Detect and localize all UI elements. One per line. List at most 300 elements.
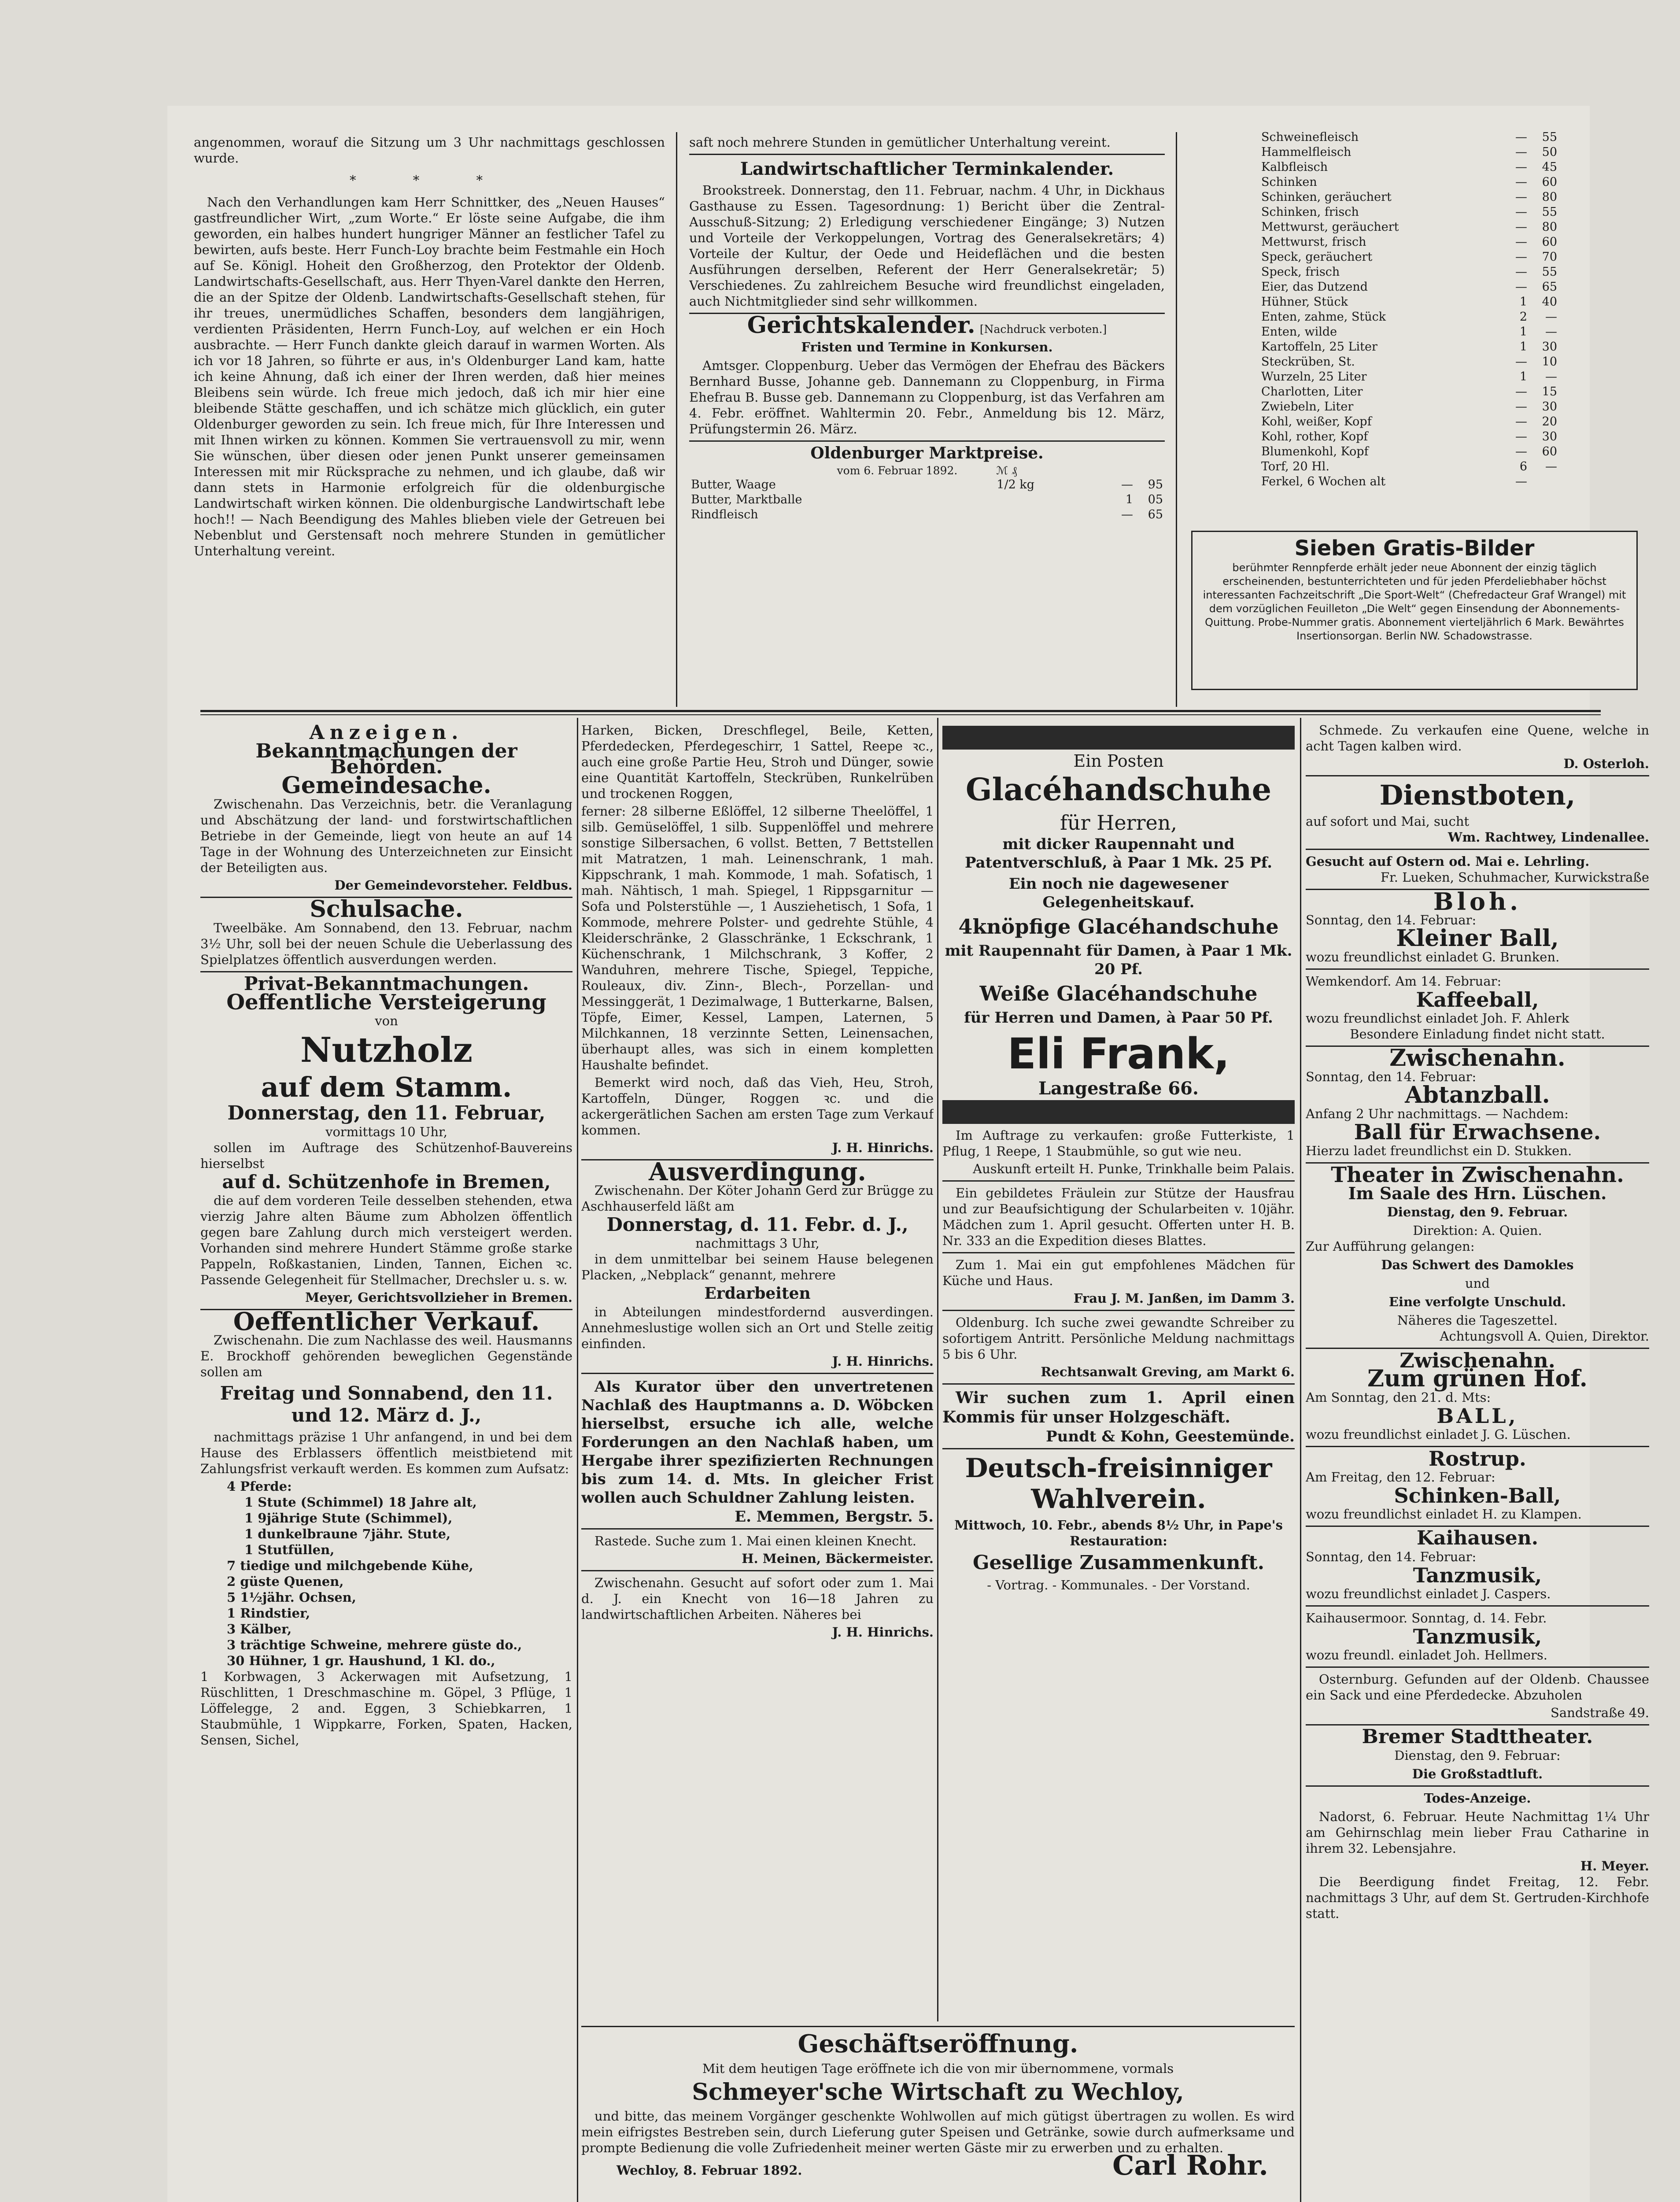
horizontal-rule — [200, 714, 1601, 715]
zettel-label: Näheres die Tageszettel. — [1397, 1313, 1558, 1328]
divider — [1306, 1605, 1649, 1607]
item-cell: Mettwurst, geräuchert — [1261, 220, 1399, 234]
gemeinde-sig: Der Gemeindevorsteher. Feldbus. — [334, 878, 572, 893]
eli-frank: Eli Frank, — [1007, 1029, 1230, 1079]
geschaeft-sig: Carl Rohr. — [1112, 2149, 1268, 2181]
pfennig-cell: 20 — [1542, 415, 1557, 429]
sieben-title: Sieben Gratis-Bilder — [1294, 536, 1535, 561]
verst-ort: auf d. Schützenhofe in Bremen, — [222, 1171, 551, 1193]
verkauf-title: Oeffentlicher Verkauf. — [233, 1307, 540, 1336]
list-item: 1 Rindstier, — [227, 1606, 310, 1621]
mark-cell: — — [1515, 235, 1527, 249]
schinken-title: Schinken-Ball, — [1394, 1484, 1561, 1507]
pfennig-cell: 05 — [1148, 493, 1163, 506]
item-cell: Schinken — [1261, 175, 1317, 189]
tanz2-title: Tanzmusik, — [1413, 1625, 1542, 1648]
sport-welt-ad — [1191, 531, 1638, 690]
todes-title: Todes-Anzeige. — [1424, 1791, 1531, 1806]
column-rule — [1300, 718, 1301, 2202]
gesellig-title: Gesellige Zusammenkunft. — [972, 1552, 1265, 1574]
item-cell: Kartoffeln, 25 Liter — [1261, 340, 1377, 354]
table-row — [1259, 474, 1559, 489]
mark-cell: — — [1121, 508, 1133, 521]
table-row — [1259, 205, 1559, 220]
divider — [581, 1570, 934, 1571]
divider — [1306, 775, 1649, 776]
erwachsene-sig: Hierzu ladet freundlichst ein D. Stukken. — [1306, 1143, 1572, 1158]
list-item: 1 9jährige Stute (Schimmel), — [244, 1511, 453, 1526]
nutzholz-title: Nutzholz — [300, 1030, 473, 1070]
kaihauser-body: Kaihausermoor. Sonntag, d. 14. Febr. — [1306, 1611, 1547, 1626]
mark-cell: 1 — [1125, 493, 1133, 506]
maedchen-sig: Frau J. M. Janßen, im Damm 3. — [1073, 1291, 1295, 1306]
table-row — [689, 477, 1165, 492]
tanz-sig: wozu freundlichst einladet J. Caspers. — [1306, 1586, 1551, 1601]
divider — [942, 1310, 1295, 1311]
schreiber-body: Oldenburg. Ich suche zwei gewandte Schreiber zu sofortigem Antritt. Persönliche Meldung nachmittags 5 bis 6 Uhr. — [942, 1315, 1295, 1362]
pfennig-cell: 80 — [1542, 220, 1557, 234]
unschuld-title: Eine verfolgte Unschuld. — [1388, 1294, 1566, 1309]
ball-sig: wozu freundlichst einladet J. G. Lüschen. — [1306, 1427, 1571, 1442]
article-continuation: saft noch mehrere Stunden in gemütlicher Unterhaltung vereint. — [689, 135, 1111, 150]
zwisch-title: Zwischenahn. — [1389, 1045, 1566, 1071]
damokles-title: Das Schwert des Damokles — [1381, 1257, 1574, 1272]
vier-body: mit Raupennaht für Damen, à Paar 1 Mk. 20 Pf. — [945, 942, 1292, 978]
lange-strasse: Langestraße 66. — [1038, 1078, 1199, 1099]
item-cell: Speck, frisch — [1261, 265, 1340, 279]
markt-unit: ℳ ₰ — [996, 464, 1017, 477]
gericht-title: Gerichtskalender. — [747, 312, 975, 339]
table-row — [1259, 235, 1559, 250]
ausv-title: Ausverdingung. — [649, 1157, 866, 1186]
article-body: Nach den Verhandlungen kam Herr Schnittker, des „Neuen Hauses“ gastfreundlicher Wirt, „zum Worte.“ Er löste seine Aufgabe, die ihm geworden, ein halbes hundert hungriger Männer an festlicher Tafel zu bewirten, aufs beste. Herr Funch-Loy brachte beim Festmahle ein Hoch auf Se. Königl. Hoheit den Großherzog, den Protektor der Oldenb. Landwirtschafts-Gesellschaft, aus. Herr Thyen-Varel dankte den Herren, die an der Spitze der Oldenb. Landwirtschafts-Gesellschaft stehen, für ihr treues, unermüdliches Schaffen, besonders dem langjährigen, verdienten Präsidenten, Herrn Funch-Loy, auf welchen er ein Hoch ausbrachte. — Herr Funch dankte gleich darauf in warmen Worten. Als ich vor 18 Jahren, so führte er aus, in's Oldenburger Land kam, hatte ich keine Ahnung, daß ich einer der Ihren werden, daß hier meines Bleibens sein würde. Ich freue mich jedoch, daß ich mir hier eine bleibende Stätte geschaffen, und ich schätze mich glücklich, ein guter Oldenburger geworden zu sein. Ich freue mich, für Ihre Interessen und mit Ihnen wirken zu können. Kommen Sie vertrauensvoll zu mir, wenn Sie wünschen, über diesen oder jenen Punkt unserer gemeinsamen Interessen mit mir Rücksprache zu nehmen, und ich glaube, daß wir dann stets in Harmonie erfolgreich für die oldenburgische Landwirtschaft wirken können. Die oldenburgische Landwirtschaft lebe hoch!! — Nach Beendigung des Mahles blieben viele der Getreuen bei Nebenblut und Gerstensaft noch mehrere Stunden in gemütlicher Unterhaltung vereint. — [194, 195, 665, 558]
qty-cell: 1/2 kg — [997, 478, 1034, 491]
geschaeft-date: Wechloy, 8. Februar 1892. — [617, 2163, 802, 2178]
kurator-sig: E. Memmen, Bergstr. 5. — [735, 1508, 934, 1526]
horizontal-rule — [200, 710, 1601, 712]
pfennig-cell: 40 — [1542, 295, 1557, 309]
ads-column-1 — [200, 722, 572, 2202]
wahl-body: Mittwoch, 10. Febr., abends 8½ Uhr, in Pape's Restauration: — [954, 1518, 1283, 1548]
schinken-sig: wozu freundlichst einladet H. zu Klampen. — [1306, 1507, 1582, 1522]
item-cell: Butter, Marktballe — [691, 493, 802, 506]
item-cell: Butter, Waage — [691, 478, 776, 491]
gruen-title: Zum grünen Hof. — [1367, 1365, 1588, 1392]
ausv-body: Zwischenahn. Der Köter Johann Gerd zur Brügge zu Aschhauserfeld läßt am — [581, 1183, 934, 1214]
knecht-sig: J. H. Hinrichs. — [832, 1625, 934, 1640]
verkauf-tail: 1 Korbwagen, 3 Ackerwagen mit Aufsetzung, 1 Rüschlitten, 1 Dreschmaschine m. Göpel, 3 Pflüge, 1 Löffelegge, 2 and. Eggen, 3 Schiebkarren, 1 Staubmühle, 1 Wippkarre, Forken, Spaten, Hacken, Sensen, Sichel, — [200, 1669, 572, 1748]
divider — [581, 1528, 934, 1530]
dienst-body: auf sofort und Mai, sucht — [1306, 814, 1470, 829]
ausv-body3: in Abteilungen mindestfordernd ausverdingen. Annehmeslustige wollen sich an Ort und Stelle zeitig einfinden. — [581, 1304, 934, 1351]
dienst-title: Dienstboten, — [1379, 779, 1576, 811]
pfennig-cell: 15 — [1542, 385, 1557, 399]
section-stars: * * * — [350, 173, 509, 188]
ausv-sig: J. H. Hinrichs. — [832, 1354, 934, 1369]
direktion-label: Direktion: A. Quien. — [1413, 1223, 1542, 1238]
auftrag-body: Im Auftrage zu verkaufen: große Futterkiste, 1 Pflug, 1 Reepe, 1 Staubmühle, so gut wie neu. — [942, 1128, 1295, 1159]
list-item: 1 Stute (Schimmel) 18 Jahre alt, — [244, 1495, 477, 1510]
kaffee-note: Besondere Einladung findet nicht statt. — [1350, 1027, 1605, 1042]
markt-table — [689, 477, 1165, 522]
item-cell: Hammelfleisch — [1261, 145, 1351, 159]
table-row — [1259, 130, 1559, 145]
divider — [689, 154, 1165, 155]
rostrup-title: Rostrup. — [1429, 1447, 1526, 1470]
glace-title: Glacéhandschuhe — [965, 771, 1272, 808]
column-rule — [676, 132, 677, 707]
gericht-note: [Nachdruck verboten.] — [979, 323, 1107, 336]
mark-cell: — — [1515, 205, 1527, 219]
price-column — [1259, 130, 1559, 513]
pfennig-cell: 55 — [1542, 205, 1557, 219]
table-row — [1259, 160, 1559, 175]
divider — [942, 1252, 1295, 1253]
schmede-sig: D. Osterloh. — [1563, 756, 1649, 771]
ads-column-3 — [942, 722, 1295, 2021]
table-row — [1259, 280, 1559, 295]
mark-cell: 1 — [1519, 340, 1527, 354]
table-row — [1259, 295, 1559, 310]
theater-title: Theater in Zwischenahn. — [1331, 1163, 1624, 1187]
verkauf-time: nachmittags präzise 1 Uhr anfangend, in und bei dem Hause des Erblassers öffentlich meistbietend mit Zahlungsfrist verkauft werden. Es kommen zum Aufsatz: — [200, 1430, 572, 1476]
divider — [689, 440, 1165, 442]
schreiber-sig: Rechtsanwalt Greving, am Markt 6. — [1041, 1364, 1295, 1379]
behoerden-title: Bekanntmachungen der Behörden. — [255, 740, 517, 778]
mark-cell: 1 — [1519, 325, 1527, 339]
pfennig-cell: 30 — [1542, 400, 1557, 414]
pfennig-cell: — — [1545, 370, 1557, 384]
lehrling-sig: Fr. Lueken, Schuhmacher, Kurwickstraße — [1380, 870, 1649, 885]
pfennig-cell: 50 — [1542, 145, 1557, 159]
item-cell: Enten, zahme, Stück — [1261, 310, 1386, 324]
pfennig-cell: 30 — [1542, 340, 1557, 354]
table-row — [1259, 399, 1559, 414]
markt-date-text: vom 6. Februar 1892. — [837, 464, 958, 477]
markt-title: Oldenburger Marktpreise. — [810, 444, 1044, 462]
ball-title: BALL, — [1436, 1404, 1518, 1428]
table-row — [1259, 190, 1559, 205]
mark-cell: — — [1515, 400, 1527, 414]
posten-label: Ein Posten — [1073, 751, 1164, 771]
pfennig-cell: 65 — [1148, 508, 1163, 521]
column-rule — [577, 718, 578, 2202]
auftrag-sig: Auskunft erteilt H. Punke, Trinkhalle beim Palais. — [973, 1161, 1295, 1176]
mark-cell: 1 — [1519, 295, 1527, 309]
abtanz-title: Abtanzball. — [1405, 1082, 1550, 1108]
item-cell: Kalbfleisch — [1261, 160, 1328, 174]
table-row — [1259, 145, 1559, 160]
termin-body: Brookstreek. Donnerstag, den 11. Februar, nachm. 4 Uhr, in Dickhaus Gasthause zu Essen. Tagesordnung: 1) Bericht über die Zentral-Ausschuß-Sitzung; 2) Erledigung verschiedener Eingänge; 3) Nutzen und Vorteile der Verkoppelungen, Vortrag des Generalsekretärs; 4) Vorteile der Kultur, der Oede und Heideflächen und die besten Ausführungen derselben, Referent der Herr Generalsekretär; 5) Verschiedenes. Zu zahlreichem Besuche wird freundlichst eingeladen, auch Nichtmitglieder sind sehr willkommen. — [689, 183, 1165, 309]
mark-cell: — — [1515, 415, 1527, 429]
table-row — [1259, 369, 1559, 384]
kleiner-title: Kleiner Ball, — [1396, 925, 1559, 952]
table-row — [1259, 340, 1559, 355]
divider — [1306, 849, 1649, 850]
item-cell: Zwiebeln, Liter — [1261, 400, 1354, 414]
ads-column-4 — [1306, 722, 1649, 2202]
mark-cell: — — [1515, 130, 1527, 144]
pfennig-cell: 95 — [1148, 478, 1163, 491]
pferde-list — [200, 1478, 572, 1669]
divider — [1306, 968, 1649, 970]
item-cell: Kohl, rother, Kopf — [1261, 430, 1368, 443]
mark-cell: — — [1515, 445, 1527, 458]
anzeigen-title: Anzeigen. — [309, 722, 464, 744]
mark-cell: — — [1515, 280, 1527, 294]
bremer-title: Bremer Stadttheater. — [1362, 1725, 1593, 1748]
weisse-body: für Herren und Damen, à Paar 50 Pf. — [964, 1009, 1273, 1027]
pfennig-cell — [1529, 474, 1559, 489]
verst-sig: Meyer, Gerichtsvollzieher in Bremen. — [305, 1290, 572, 1305]
column-rule — [937, 718, 938, 2021]
pfennig-cell: 70 — [1542, 250, 1557, 264]
verkauf-cont3: Bemerkt wird noch, daß das Vieh, Heu, Stroh, Kartoffeln, Dünger, Roggen ꝛc. und die ackergerätlichen Sachen am ersten Tage zum Verkauf kommen. — [581, 1075, 934, 1138]
mark-cell: 2 — [1519, 310, 1527, 324]
pfennig-cell: 55 — [1542, 130, 1557, 144]
geschaeft-body2: und bitte, das meinem Vorgänger geschenkte Wohlwollen auf mich gütigst übertragen zu wollen. Es wird mein eifrigstes Bestreben sein, durch Lieferung guter Speisen und Getränke, sowie durch aufmerksame und prompte Bedienung die volle Zufriedenheit meiner werten Gäste mir zu erwerben und zu erhalten. — [581, 2109, 1295, 2155]
tanz-title: Tanzmusik, — [1413, 1563, 1542, 1587]
ausv-date: Donnerstag, d. 11. Febr. d. J., — [606, 1214, 908, 1235]
item-cell: Wurzeln, 25 Liter — [1261, 370, 1367, 384]
table-row — [1259, 175, 1559, 190]
table-row — [1259, 429, 1559, 444]
gericht-body: Amtsger. Cloppenburg. Ueber das Vermögen der Ehefrau des Bäckers Bernhard Busse, Johanne geb. Dannemann zu Cloppenburg, in Firma Ehefrau B. Busse geb. Dannemann zu Cloppenburg, ist das Verfahren am 4. Febr. eröffnet. Wahltermin 20. Febr., Anmeldung bis 12. März, Prüfungstermin 26. März. — [689, 358, 1165, 436]
divider — [942, 1180, 1295, 1182]
gruen-date: Am Sonntag, den 21. d. Mts: — [1306, 1390, 1491, 1405]
verkauf-body: Zwischenahn. Die zum Nachlasse des weil. Hausmanns E. Brockhoff gehörenden beweglichen Gegenstände sollen am — [200, 1333, 572, 1379]
item-cell: Blumenkohl, Kopf — [1261, 445, 1369, 458]
mark-cell: — — [1515, 220, 1527, 234]
mark-cell: — — [1515, 475, 1527, 488]
ausv-body2: in dem unmittelbar bei seinem Hause belegenen Placken, „Nebplack“ genannt, mehrere — [581, 1252, 934, 1282]
verst-von: von — [375, 1013, 398, 1028]
verst-date: Donnerstag, den 11. Februar, — [227, 1102, 546, 1124]
mark-cell: — — [1515, 430, 1527, 443]
column-rule — [1176, 132, 1177, 707]
table-row — [1259, 355, 1559, 369]
list-item: 4 Pferde: — [227, 1479, 292, 1494]
privat-title: Privat-Bekanntmachungen. — [244, 973, 529, 994]
mark-cell: — — [1515, 250, 1527, 264]
item-cell: Schweinefleisch — [1261, 130, 1359, 144]
weisse-title: Weiße Glacéhandschuhe — [979, 982, 1258, 1005]
bloh-date: Sonntag, den 14. Februar: — [1306, 913, 1477, 927]
glace-body: mit dicker Raupennaht und Patentverschluß, à Paar 1 Mk. 25 Pf. — [964, 835, 1273, 872]
item-cell: Charlotten, Liter — [1261, 385, 1363, 399]
kurator-body: Als Kurator über den unvertretenen Nachlaß des Hauptmanns a. D. Wöbcken hierselbst, ersuche ich alle, welche Forderungen an den Nachlaß haben, um Hergabe ihrer spezifizierten Rechnungen bis zum 14. d. Mts. In gleicher Frist wollen auch Schuldner Zahlung leisten. — [581, 1378, 934, 1507]
abtanz-time: Anfang 2 Uhr nachmittags. — Nachdem: — [1306, 1106, 1569, 1121]
item-cell: Enten, wilde — [1261, 325, 1337, 339]
kaffee-sig: wozu freundlichst einladet Joh. F. Ahlerk — [1306, 1011, 1569, 1026]
rostrup-date: Am Freitag, den 12. Februar: — [1306, 1470, 1495, 1485]
divider — [581, 1373, 934, 1374]
divider — [200, 971, 572, 972]
mark-cell: 1 — [1519, 370, 1527, 384]
wemken-body: Wemkendorf. Am 14. Februar: — [1306, 974, 1502, 989]
item-cell: Rindfleisch — [691, 508, 758, 521]
verst-body2: die auf dem vorderen Teile desselben stehenden, etwa vierzig Jahre alten Bäume zum Abholzen öffentlich gegen bare Zahlung durch mich versteigert werden. Vorhanden sind mehrere Hundert Stämme große starke Pappeln, Roßkastanien, Linden, Tannen, Eichen ꝛc. Passende Gelegenheit für Stellmacher, Drechsler u. s. w. — [200, 1193, 572, 1287]
pfennig-cell: — — [1545, 460, 1557, 473]
article-column-2 — [689, 134, 1165, 707]
article-column-1 — [194, 134, 665, 707]
divider — [942, 1448, 1295, 1449]
mark-cell: — — [1515, 265, 1527, 279]
pfennig-cell: 30 — [1542, 430, 1557, 443]
knecht-body: Zwischenahn. Gesucht auf sofort oder zum 1. Mai d. J. ein Knecht von 16—18 Jahren zu landwirtschaftlichen Arbeiten. Näheres bei — [581, 1575, 934, 1622]
item-cell: Speck, geräuchert — [1261, 250, 1373, 264]
table-row — [1259, 384, 1559, 399]
list-item: 3 Kälber, — [227, 1622, 292, 1637]
tanz2-sig: wozu freundl. einladet Joh. Hellmers. — [1306, 1648, 1547, 1663]
table-row — [689, 507, 1165, 522]
item-cell: Mettwurst, frisch — [1261, 235, 1366, 249]
maedchen-body: Zum 1. Mai ein gut empfohlenes Mädchen für Küche und Haus. — [942, 1257, 1295, 1288]
gross-title: Die Großstadtluft. — [1412, 1766, 1543, 1781]
table-row — [1259, 414, 1559, 429]
kaihausen-date: Sonntag, den 14. Februar: — [1306, 1549, 1477, 1564]
verkauf-date: Freitag und Sonnabend, den 11. und 12. März d. J., — [220, 1382, 553, 1426]
table-row — [1259, 250, 1559, 265]
pfennig-cell: 45 — [1542, 160, 1557, 174]
ads-column-2 — [581, 722, 934, 2030]
black-bar — [942, 1100, 1295, 1124]
bloh-title: Bloh. — [1433, 887, 1522, 916]
table-row — [1259, 459, 1559, 474]
sieben-body: berühmter Rennpferde erhält jeder neue Abonnent der einzig täglich erscheinenden, bestunterrichteten und für jeden Pferdeliebhaber höchst interessanten Fachzeitschrift „Die Sport-Welt“ (Chefredacteur Graf Wrangel) mit dem vorzüglichen Feuilleton „Die Welt“ gegen Einsendung der Abonnements-Quittung. Probe-Nummer gratis. Abonnement vierteljährlich 6 Mark. Bewährtes Insertionsorgan. Berlin NW. Schadowstrasse. — [1203, 562, 1626, 642]
verst-body: sollen im Auftrage des Schützenhof-Bauvereins hierselbst — [200, 1140, 572, 1171]
verkauf-cont2: ferner: 28 silberne Eßlöffel, 12 silberne Theelöffel, 1 silb. Gemüselöffel, 1 silb. Suppenlöffel und mehrere sonstige Silbersachen, 6 vollst. Betten, 7 Bettstellen mit Matratzen, 1 mah. Leinenschrank, 1 mah. Kippschrank, 1 mah. Kommode, 1 mah. Sofatisch, 1 mah. Nähtisch, 1 mah. Spiegel, 1 Rippsgarnitur — Sofa und Polsterstühle —, 1 Ausziehetisch, 1 Sofa, 1 Kommode, mehrere Polster- und gedrehte Stühle, 4 Kleiderschränke, 2 Glasschränke, 1 Eckschrank, 1 Küchenschrank, 1 Milchschrank, 3 Koffer, 2 Wanduhren, mehrere Tische, Spiegel, Teppiche, Rouleaux, div. Zinn-, Blech-, Porzellan- und Messinggerät, 1 Dezimalwage, 1 Butterkarne, Balsen, Töpfe, Eimer, Kessel, Lampen, Laternen, 5 Milchkannen, 18 verzinnte Setten, Leinensachen, überhaupt alles, was sich in einem kompletten Haushalte befindet. — [581, 804, 934, 1072]
erd-title: Erdarbeiten — [704, 1284, 811, 1303]
todes-body: Nadorst, 6. Februar. Heute Nachmittag 1¼ Uhr am Gehirnschlag mein lieber Frau Catharine in ihrem 32. Lebensjahre. — [1306, 1809, 1649, 1856]
list-item: 5 1½jähr. Ochsen, — [227, 1590, 356, 1605]
zwisch-date: Sonntag, den 14. Februar: — [1306, 1069, 1477, 1084]
quien-sig: Achtungsvoll A. Quien, Direktor. — [1440, 1329, 1649, 1344]
article-intro: angenommen, worauf die Sitzung um 3 Uhr nachmittags geschlossen wurde. — [194, 135, 665, 166]
gericht-subtitle: Fristen und Termine in Konkursen. — [801, 340, 1053, 355]
divider — [1306, 1785, 1649, 1787]
item-cell: Steckrüben, St. — [1261, 355, 1355, 369]
list-item: 1 dunkelbraune 7jähr. Stute, — [244, 1526, 451, 1541]
kommis-body: Wir suchen zum 1. April einen Kommis für unser Holzgeschäft. — [942, 1389, 1295, 1426]
termin-title: Landwirtschaftlicher Terminkalender. — [740, 159, 1114, 179]
list-item: 1 Stutfüllen, — [244, 1542, 335, 1557]
item-cell: Ferkel, 6 Wochen alt — [1261, 475, 1386, 488]
schul-title: Schulsache. — [310, 896, 463, 923]
item-cell: Hühner, Stück — [1261, 295, 1348, 309]
mark-cell: — — [1515, 175, 1527, 189]
table-row — [689, 492, 1165, 507]
item-cell: Schinken, geräuchert — [1261, 190, 1392, 204]
osternburg-sig: Sandstraße 49. — [1551, 1705, 1649, 1720]
geschaeft-footer — [581, 2149, 1295, 2181]
mark-cell: — — [1515, 355, 1527, 369]
item-cell: Eier, das Dutzend — [1261, 280, 1368, 294]
todes-body2: Die Beerdigung findet Freitag, 12. Febr. nachmittags 3 Uhr, auf dem St. Gertruden-Kirchhofe statt. — [1306, 1874, 1649, 1921]
table-row — [1259, 220, 1559, 235]
gesellig-sig: - Vortrag. - Kommunales. - Der Vorstand. — [987, 1578, 1250, 1592]
geschaeft-body1: Mit dem heutigen Tage eröffnete ich die von mir übernommene, vormals — [702, 2061, 1174, 2076]
gericht-heading — [689, 312, 1165, 339]
kleiner-sig: wozu freundlichst einladet G. Brunken. — [1306, 950, 1560, 964]
gemeinde-body: Zwischenahn. Das Verzeichnis, betr. die Veranlagung und Abschätzung der land- und forstwirtschaftlichen Betriebe in der Gemeinde, liegt von heute an auf 14 Tage in der Wohnung des Unterzeichneten zur Einsicht der Beteiligten aus. — [200, 797, 572, 875]
list-item: 2 güste Quenen, — [227, 1574, 344, 1589]
black-bar — [942, 726, 1295, 750]
qty-cell — [995, 492, 1105, 507]
table-row — [1259, 444, 1559, 459]
lehrling-body: Gesucht auf Ostern od. Mai e. Lehrling. — [1306, 854, 1590, 869]
zwisch2-title: Zwischenahn. — [1399, 1349, 1555, 1372]
pfennig-cell: 10 — [1542, 355, 1557, 369]
list-item: 3 trächtige Schweine, mehrere güste do., — [227, 1637, 522, 1652]
qty-cell — [995, 507, 1105, 522]
mark-cell: — — [1515, 190, 1527, 204]
mark-cell: — — [1515, 160, 1527, 174]
verst-title: Oeffentliche Versteigerung — [226, 990, 546, 1015]
pfennig-cell: 60 — [1542, 445, 1557, 458]
geschaeft-wirt: Schmeyer'sche Wirtschaft zu Wechloy, — [692, 2079, 1184, 2106]
vier-title: 4knöpfige Glacéhandschuhe — [958, 915, 1279, 938]
rastede-sig: H. Meinen, Bäckermeister. — [742, 1551, 934, 1566]
gemeinde-title: Gemeindesache. — [281, 772, 491, 799]
kommis-sig: Pundt & Kohn, Geestemünde. — [1046, 1428, 1295, 1445]
item-cell: Schinken, frisch — [1261, 205, 1359, 219]
pfennig-cell: 80 — [1542, 190, 1557, 204]
schmede-body: Schmede. Zu verkaufen eine Quene, welche in acht Tagen kalben wird. — [1306, 723, 1649, 754]
osternburg-body: Osternburg. Gefunden auf der Oldenb. Chaussee ein Sack und eine Pferdedecke. Abzuholen — [1306, 1672, 1649, 1703]
erwachsene-title: Ball für Erwachsene. — [1354, 1120, 1601, 1145]
geschaeft-title: Geschäftseröffnung. — [798, 2029, 1078, 2058]
mark-cell: 6 — [1519, 460, 1527, 473]
bremer-date: Dienstag, den 9. Februar: — [1394, 1748, 1561, 1763]
table-row — [1259, 265, 1559, 280]
mark-cell: — — [1515, 385, 1527, 399]
kaffee-title: Kaffeeball, — [1416, 988, 1539, 1012]
markt-date — [689, 464, 1165, 477]
list-item: 7 tiedige und milchgebende Kühe, — [227, 1558, 473, 1573]
table-row — [1259, 310, 1559, 325]
list-item: 30 Hühner, 1 gr. Haushund, 1 Kl. do., — [227, 1653, 495, 1668]
verkauf-cont: Harken, Bicken, Dreschflegel, Beile, Ketten, Pferdedecken, Pferdegeschirr, 1 Sattel, Reepe ꝛc., auch eine große Partie Heu, Stroh und Dünger, sowie eine Quantität Kartoffeln, Steckrüben, Runkelrüben und trockenen Roggen, — [581, 723, 934, 801]
wahl-title: Deutsch-freisinniger Wahlverein. — [965, 1453, 1272, 1515]
mark-cell: — — [1121, 478, 1133, 491]
pfennig-cell: — — [1545, 325, 1557, 339]
table-row — [1259, 325, 1559, 340]
und-label: und — [1465, 1276, 1490, 1291]
mark-cell: — — [1515, 145, 1527, 159]
dienst-sig: Wm. Rachtwey, Lindenallee. — [1448, 830, 1649, 845]
pfennig-cell: — — [1545, 310, 1557, 324]
item-cell: Torf, 20 Hl. — [1261, 460, 1329, 473]
rastede-body: Rastede. Suche zum 1. Mai einen kleinen Knecht. — [594, 1533, 917, 1548]
kaihausen-title: Kaihausen. — [1416, 1527, 1539, 1549]
verst-time: vormittags 10 Uhr, — [325, 1124, 447, 1139]
geschaeft-ad — [581, 2026, 1295, 2202]
stamm-title: auf dem Stamm. — [261, 1071, 512, 1103]
noch-label: Ein noch nie dagewesener Gelegenheitskauf. — [1008, 875, 1229, 911]
item-cell: Kohl, weißer, Kopf — [1261, 415, 1372, 429]
pfennig-cell: 60 — [1542, 175, 1557, 189]
schul-body: Tweelbäke. Am Sonnabend, den 13. Februar, nachm 3½ Uhr, soll bei der neuen Schule die Ueberlassung des Spielplatzes öffentlich ausverdungen werden. — [200, 920, 572, 967]
auff-label: Zur Aufführung gelangen: — [1306, 1239, 1475, 1254]
pfennig-cell: 55 — [1542, 265, 1557, 279]
todes-sig: H. Meyer. — [1580, 1858, 1649, 1873]
verkauf-sig: J. H. Hinrichs. — [832, 1140, 934, 1155]
herren-label: für Herren, — [1060, 811, 1178, 835]
fraeulein-body: Ein gebildetes Fräulein zur Stütze der Hausfrau und zur Beaufsichtigung der Schularbeiten v. 10jähr. Mädchen zum 1. April gesucht. Offerten unter H. B. Nr. 333 an die Expedition dieses Blattes. — [942, 1186, 1295, 1248]
price-table — [1259, 130, 1559, 489]
divider — [942, 1383, 1295, 1385]
